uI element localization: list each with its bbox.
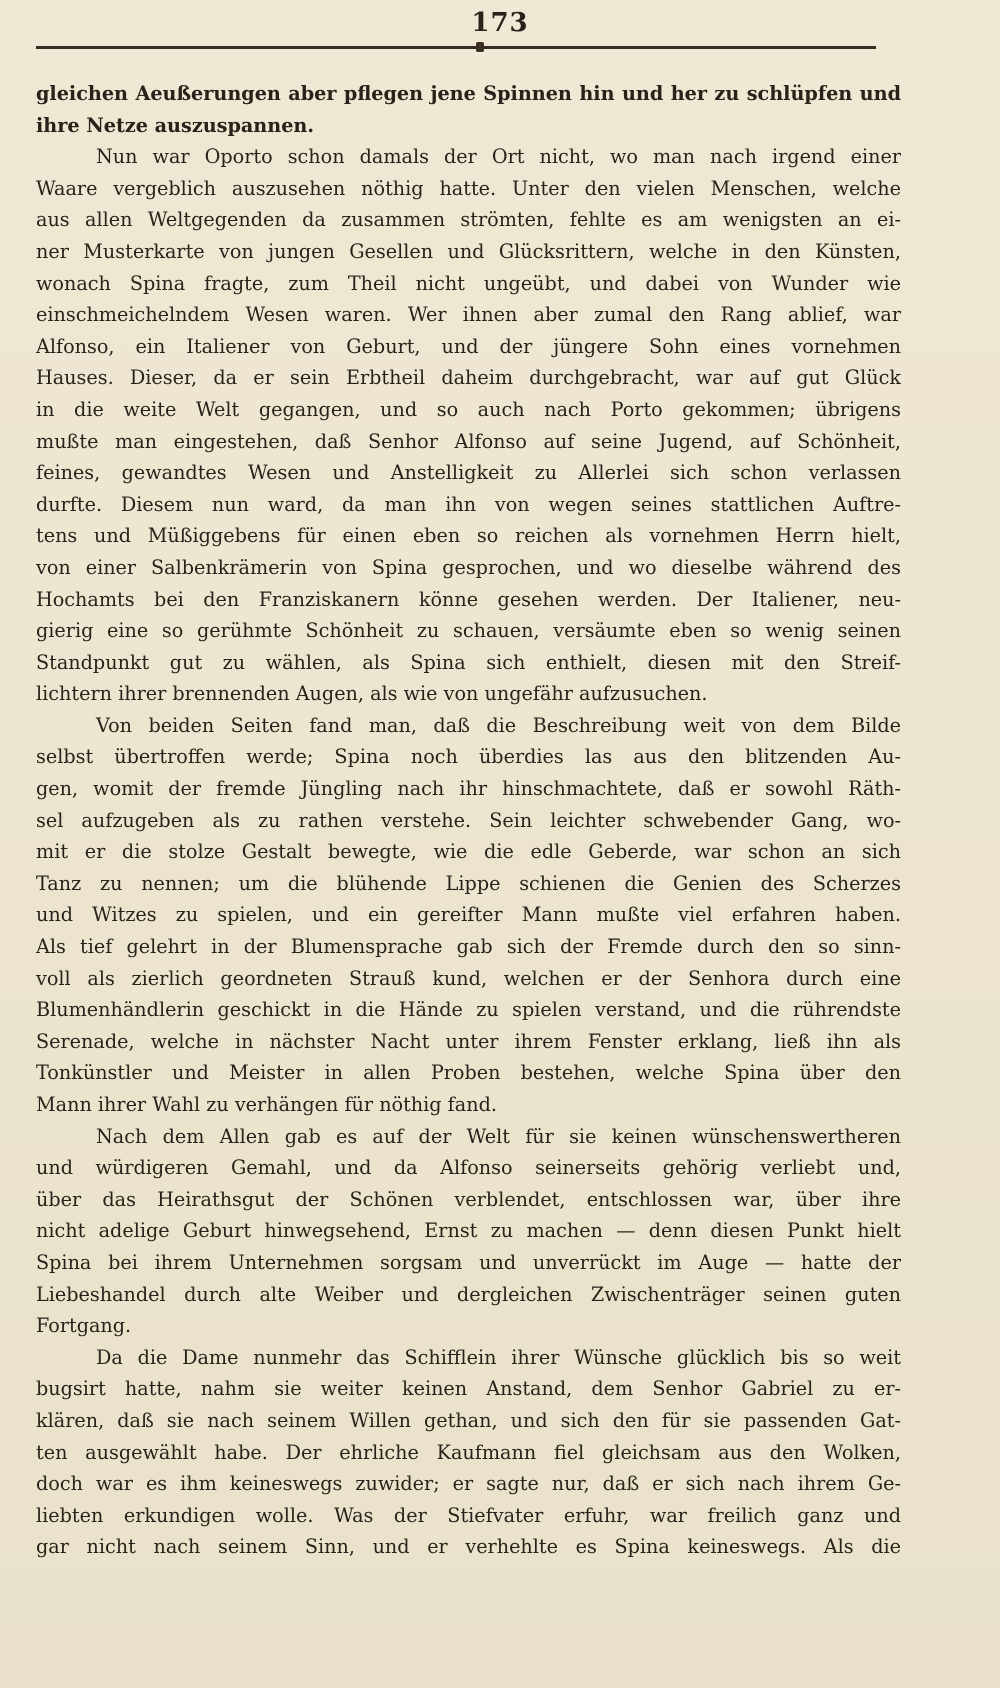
text-line: mußte man eingestehen, daß Senhor Alfonso auf seine Jugend, auf Schönheit, bbox=[36, 429, 901, 453]
text-line: Fortgang. bbox=[36, 1314, 132, 1338]
text-line: voll als zierlich geordneten Strauß kund, welchen er der Senhora durch eine bbox=[36, 966, 901, 990]
text-line: tens und Müßiggebens für einen eben so reichen als vornehmen Herrn hielt, bbox=[36, 524, 901, 548]
text-line: Hauses. Dieser, da er sein Erbtheil daheim durchgebracht, war auf gut Glück bbox=[36, 366, 901, 390]
text-line: Nun war Oporto schon damals der Ort nicht, wo man nach irgend einer bbox=[96, 145, 901, 169]
text-line: ner Musterkarte von jungen Gesellen und Glücksrittern, welche in den Künsten, bbox=[36, 239, 901, 263]
text-line: wonach Spina fragte, zum Theil nicht ungeübt, und dabei von Wunder wie bbox=[36, 271, 901, 295]
text-line: in die weite Welt gegangen, und so auch nach Porto gekommen; übrigens bbox=[36, 397, 901, 421]
text-line: mit er die stolze Gestalt bewegte, wie die edle Geberde, war schon an sich bbox=[36, 840, 901, 864]
text-line: gen, womit der fremde Jüngling nach ihr hinschmachtete, daß er sowohl Räth- bbox=[36, 777, 901, 801]
text-line: bugsirt hatte, nahm sie weiter keinen Anstand, dem Senhor Gabriel zu er- bbox=[36, 1377, 901, 1401]
text-line: aus allen Weltgegenden da zusammen strömten, fehlte es am wenigsten an ei- bbox=[36, 208, 901, 232]
text-line: doch war es ihm keineswegs zuwider; er sagte nur, daß er sich nach ihrem Ge- bbox=[36, 1472, 901, 1496]
header-rule-ornament bbox=[476, 42, 484, 52]
text-line: Tonkünstler und Meister in allen Proben bestehen, welche Spina über den bbox=[36, 1061, 901, 1085]
text-line: sel aufzugeben als zu rathen verstehe. Sein leichter schwebender Gang, wo- bbox=[36, 808, 901, 832]
text-line: Alfonso, ein Italiener von Geburt, und der jüngere Sohn eines vornehmen bbox=[36, 334, 901, 358]
text-line: Spina bei ihrem Unternehmen sorgsam und unverrückt im Auge — hatte der bbox=[36, 1250, 901, 1274]
text-line: ten ausgewählt habe. Der ehrliche Kaufmann fiel gleichsam aus den Wolken, bbox=[36, 1440, 901, 1464]
text-line: lichtern ihrer brennenden Augen, als wie von ungefähr aufzusuchen. bbox=[36, 682, 708, 706]
text-line: und würdigeren Gemahl, und da Alfonso seinerseits gehörig verliebt und, bbox=[36, 1156, 901, 1180]
text-line: Serenade, welche in nächster Nacht unter ihrem Fenster erklang, ließ ihn als bbox=[36, 1029, 901, 1053]
text-line: feines, gewandtes Wesen und Anstelligkeit zu Allerlei sich schon verlassen bbox=[36, 461, 901, 485]
text-line: Waare vergeblich auszusehen nöthig hatte. Unter den vielen Menschen, welche bbox=[36, 176, 901, 200]
text-line: liebten erkundigen wolle. Was der Stiefvater erfuhr, war freilich ganz und bbox=[36, 1503, 901, 1527]
text-line: Nach dem Allen gab es auf der Welt für sie keinen wünschenswertheren bbox=[96, 1124, 901, 1148]
text-line: selbst übertroffen werde; Spina noch überdies las aus den blitzenden Au- bbox=[36, 745, 901, 769]
text-line: über das Heirathsgut der Schönen verblendet, entschlossen war, über ihre bbox=[36, 1187, 901, 1211]
text-line: Da die Dame nunmehr das Schifflein ihrer Wünsche glücklich bis so weit bbox=[96, 1345, 901, 1369]
text-line: von einer Salbenkrämerin von Spina gesprochen, und wo dieselbe während des bbox=[36, 555, 901, 579]
text-line: Blumenhändlerin geschickt in die Hände zu spielen verstand, und die rührendste bbox=[36, 998, 901, 1022]
text-line: gleichen Aeußerungen aber pflegen jene Spinnen hin und her zu schlüpfen und bbox=[36, 82, 901, 105]
text-line: Von beiden Seiten fand man, daß die Beschreibung weit von dem Bilde bbox=[96, 713, 901, 737]
text-line: Liebeshandel durch alte Weiber und dergleichen Zwischenträger seinen guten bbox=[36, 1282, 901, 1306]
text-line: Als tief gelehrt in der Blumensprache gab sich der Fremde durch den so sinn- bbox=[36, 935, 901, 959]
text-line: durfte. Diesem nun ward, da man ihn von wegen seines stattlichen Auftre- bbox=[36, 492, 901, 516]
text-line: klären, daß sie nach seinem Willen gethan, und sich den für sie passenden Gat- bbox=[36, 1408, 901, 1432]
text-line: und Witzes zu spielen, und ein gereifter Mann mußte viel erfahren haben. bbox=[36, 903, 901, 927]
text-line: Standpunkt gut zu wählen, als Spina sich enthielt, diesen mit den Streif- bbox=[36, 650, 901, 674]
header-rule bbox=[36, 46, 876, 49]
text-line: ihre Netze auszuspannen. bbox=[36, 113, 315, 137]
text-line: Tanz zu nennen; um die blühende Lippe schienen die Genien des Scherzes bbox=[36, 871, 901, 895]
text-line: einschmeichelndem Wesen waren. Wer ihnen aber zumal den Rang ablief, war bbox=[36, 303, 901, 327]
text-line: nicht adelige Geburt hinwegsehend, Ernst zu machen — denn diesen Punkt hielt bbox=[36, 1219, 901, 1243]
page-number: 173 bbox=[471, 8, 529, 38]
text-line: gar nicht nach seinem Sinn, und er verhehlte es Spina keineswegs. Als die bbox=[36, 1535, 901, 1559]
body-text bbox=[36, 78, 901, 1563]
text-line: gierig eine so gerühmte Schönheit zu schauen, versäumte eben so wenig seinen bbox=[36, 619, 901, 643]
text-line: Hochamts bei den Franziskanern könne gesehen werden. Der Italiener, neu- bbox=[36, 587, 901, 611]
text-line: Mann ihrer Wahl zu verhängen für nöthig fand. bbox=[36, 1093, 497, 1116]
